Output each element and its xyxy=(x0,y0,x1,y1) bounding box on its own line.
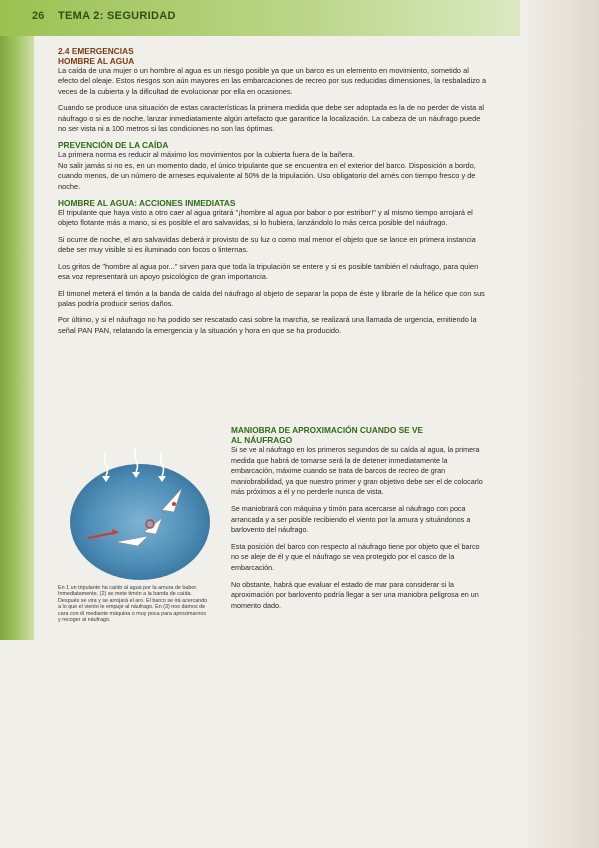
section-subtitle: HOMBRE AL AGUA xyxy=(58,56,135,66)
prevencion-title: PREVENCIÓN DE LA CAÍDA xyxy=(58,140,169,151)
figure-caption: En 1 un tripulante ha caído al agua por la amura de babor. Inmediatamente, (2) se mete timón a la banda de caída. Después se vira y se arrojará el aro. El barco se irá acercando a lo que el viento le empuje al náufrago. En (3) nos damos de cara con él mediante máquina o muy poca para aproximarnos y recoger al náufrago. xyxy=(58,585,208,624)
castaway-icon xyxy=(172,502,176,506)
page-edge-shadow xyxy=(519,0,599,848)
paragraph: El tripulante que haya visto a otro caer al agua gritará "¡hombre al agua por babor o por estribor!" y al mismo tiempo arrojará el objeto flotante más a mano, si es posible el aro salvavidas, si lo hubiera, lanzándolo lo más cerca posible del náufrago. xyxy=(58,208,473,228)
paragraph: Si se ve al náufrago en los primeros segundos de su caída al agua, la primera medida que habrá de tomarse será la de detener inmediatamente la embarcación, máxime cuando se trata de barcos de recreo de gran maniobrabilidad, ya que nuestro primer y gran objetivo debe ser el de colocarlo más próximos a él y no perderle nunca de vista. xyxy=(231,445,483,497)
paragraph: La caída de una mujer o un hombre al agua es un riesgo posible ya que un barco es un elemento en movimiento, sometido al efecto del oleaje. Estos riesgos son aún mayores en las embarcaciones de recreo por sus reducidas dimensiones, la resbaladizo a veces de la cubierta y la dificultad de evolucionar por ella en ocasiones. xyxy=(58,66,487,96)
sea-area xyxy=(70,464,210,580)
acciones-title: HOMBRE AL AGUA: ACCIONES INMEDIATAS xyxy=(58,198,236,209)
paragraph: Se maniobrará con máquina y timón para acercarse al náufrago con poca arrancada y a ser posible recibiendo el viento por la amura y situándonos a barlovento del náufrago. xyxy=(231,503,471,535)
maniobra-title: MANIOBRA DE APROXIMACIÓN CUANDO SE VE xyxy=(231,425,424,435)
paragraph: Si ocurre de noche, el aro salvavidas deberá ir provisto de su luz o como mal menor el objeto que se lance en primera instancia debe ser muy visible si es iluminado con focos o linternas. xyxy=(58,234,476,255)
paragraph: No salir jamás si no es, en un momento dado, el único tripulante que se encuentra en el exterior del barco. Disposición a bordo, cuando menos, de un número de arneses equivalente al 50% de la tripulación. Uso obligatorio del arnés con tiempo fresco y de noche. xyxy=(58,160,476,191)
page-header xyxy=(0,0,520,36)
page-number: 26 xyxy=(32,10,45,22)
illustration-svg xyxy=(58,448,223,583)
chapter-title: TEMA 2: SEGURIDAD xyxy=(58,10,176,22)
paragraph: Esta posición del barco con respecto al náufrago tiene por objeto que el barco no se aleje de él y que el náufrago se vea protegido por el casco de la embarcación. xyxy=(231,541,480,572)
paragraph: Por último, y si el náufrago no ha podido ser rescatado casi sobre la marcha, se realizará una llamada de urgencia, emitiendo la señal PAN PAN, relatando la emergencia y la situación y hora en que se ha producido. xyxy=(58,315,477,335)
main-text xyxy=(58,46,488,336)
paragraph: Cuando se produce una situación de estas características la primera medida que debe ser adoptada es la de no perder de vista al náufrago o si es de noche, lanzar inmediatamente algún artefacto que garantice la localización. La cabeza de un náufrago puede no ser vista ni a 100 metros si las condiciones no son las óptimas. xyxy=(58,103,485,134)
maniobra-column xyxy=(231,425,488,611)
paragraph: La primera norma es reducir al máximo los movimientos por la cubierta fuera de la bañera. xyxy=(58,150,355,160)
man-overboard-illustration xyxy=(58,448,223,583)
paragraph: El timonel meterá el timón a la banda de caída del náufrago al objeto de separar la popa de éste y librarle de la hélice que con sus palas podría producir serios daños. xyxy=(58,288,485,308)
left-green-band xyxy=(0,0,34,640)
maniobra-subtitle: AL NÁUFRAGO xyxy=(231,435,293,445)
paragraph: Los gritos de "hombre al agua por..." sirven para que toda la tripulación se entere y si es posible también el náufrago, para quien esa voz representará un apoyo psicológico de gran importancia. xyxy=(58,261,479,282)
section-title: 2.4 EMERGENCIAS xyxy=(58,46,134,56)
paragraph: No obstante, habrá que evaluar el estado de mar para considerar si la aproximación por barlovento podría llegar a ser una maniobra peligrosa en un momento dado. xyxy=(231,579,479,610)
